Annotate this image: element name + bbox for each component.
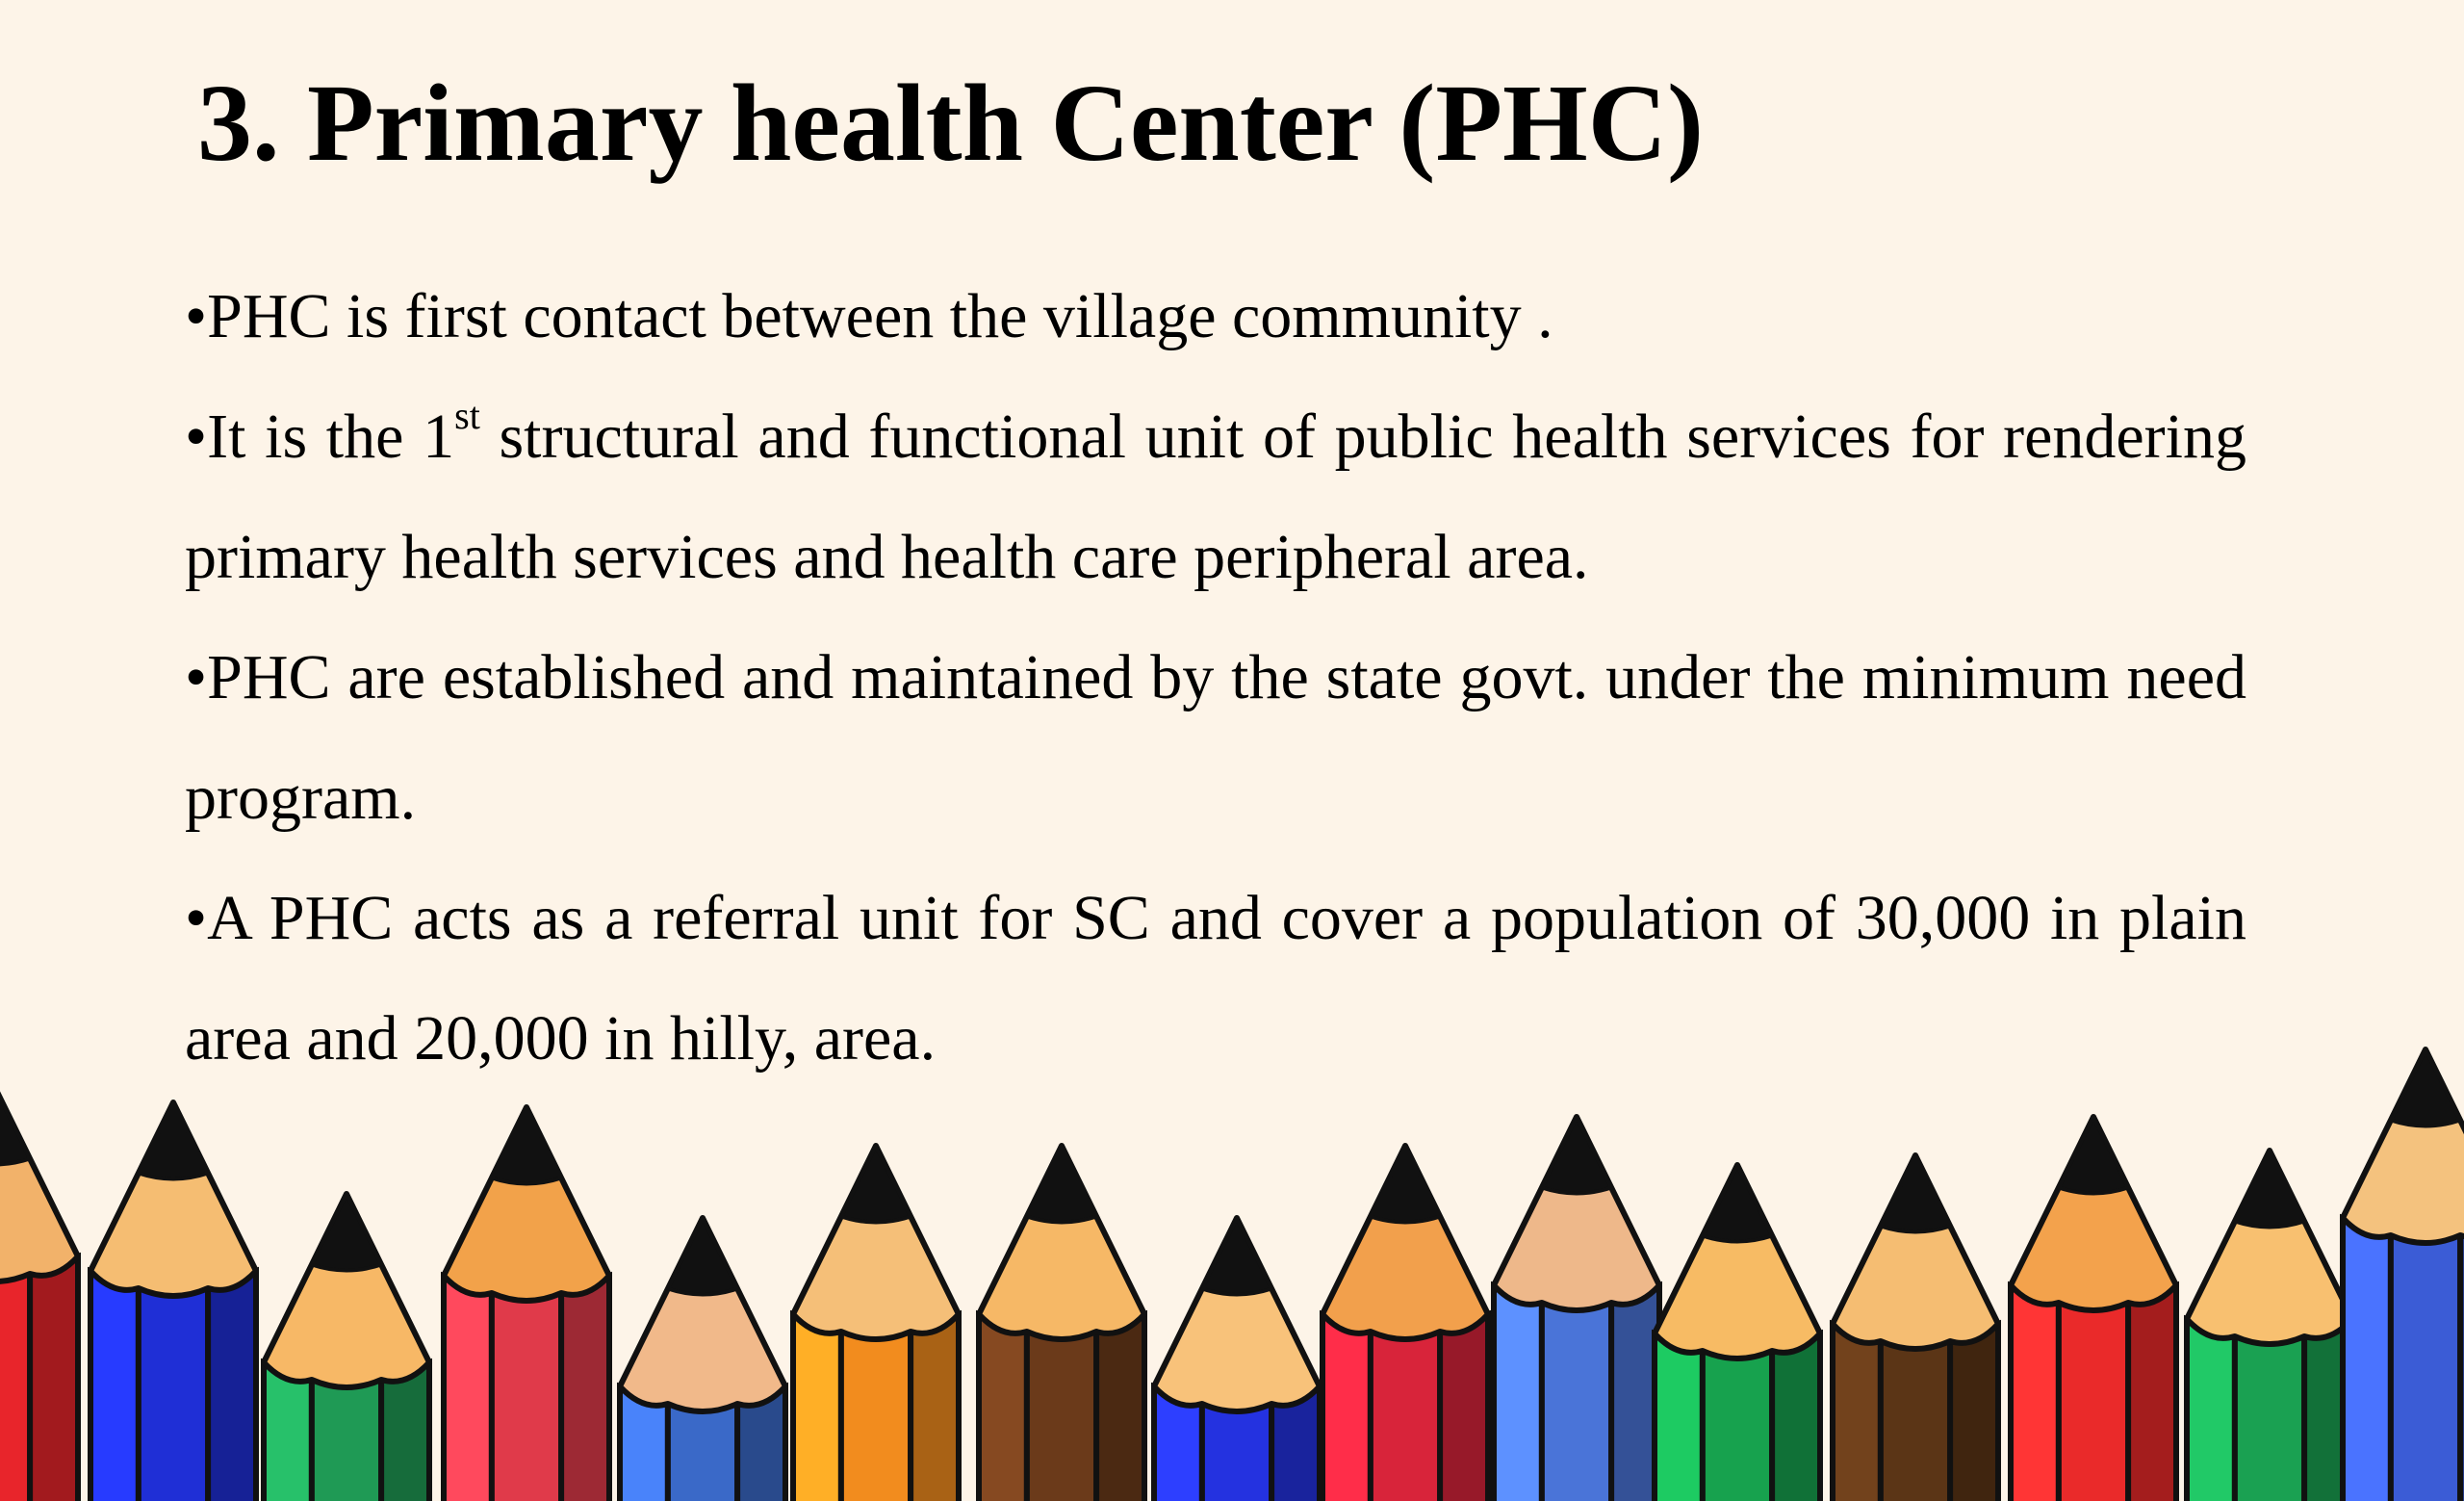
bullet-1: •PHC is first contact between the village community . [185, 281, 1553, 351]
pencil-6 [793, 1146, 959, 1501]
pencil-8 [1154, 1218, 1320, 1501]
pencil-14 [2187, 1151, 2352, 1501]
pencil-11 [1655, 1165, 1820, 1501]
pencil-4 [444, 1107, 609, 1501]
pencil-9 [1322, 1146, 1488, 1501]
bullet-2 [185, 376, 2246, 617]
bullet-3: •PHC are established and maintained by the state govt. under the minimum need program. [185, 642, 2246, 833]
slide-body [185, 256, 2246, 1099]
pencil-7 [979, 1146, 1144, 1501]
bullet-2-pre: •It is the 1 [185, 401, 455, 472]
bullet-4: •A PHC acts as a referral unit for SC and cover a population of 30,000 in plain area and 20,000 in hilly, area. [185, 883, 2246, 1074]
pencil-15 [2343, 1049, 2464, 1501]
bullet-2-superscript: st [454, 394, 480, 437]
pencil-1 [0, 1088, 78, 1501]
pencil-10 [1494, 1117, 1659, 1501]
pencil-3 [264, 1194, 429, 1501]
bullet-2-post: structural and functional unit of public health services for rendering primary health services and health care peripheral area. [185, 401, 2247, 592]
slide-title: 3. Primary health Center (PHC) [197, 62, 1704, 184]
pencil-5 [620, 1218, 785, 1501]
colored-pencils-border-icon [0, 1030, 2464, 1501]
pencil-2 [90, 1102, 256, 1501]
pencil-13 [2011, 1117, 2176, 1501]
pencil-12 [1833, 1155, 1998, 1501]
